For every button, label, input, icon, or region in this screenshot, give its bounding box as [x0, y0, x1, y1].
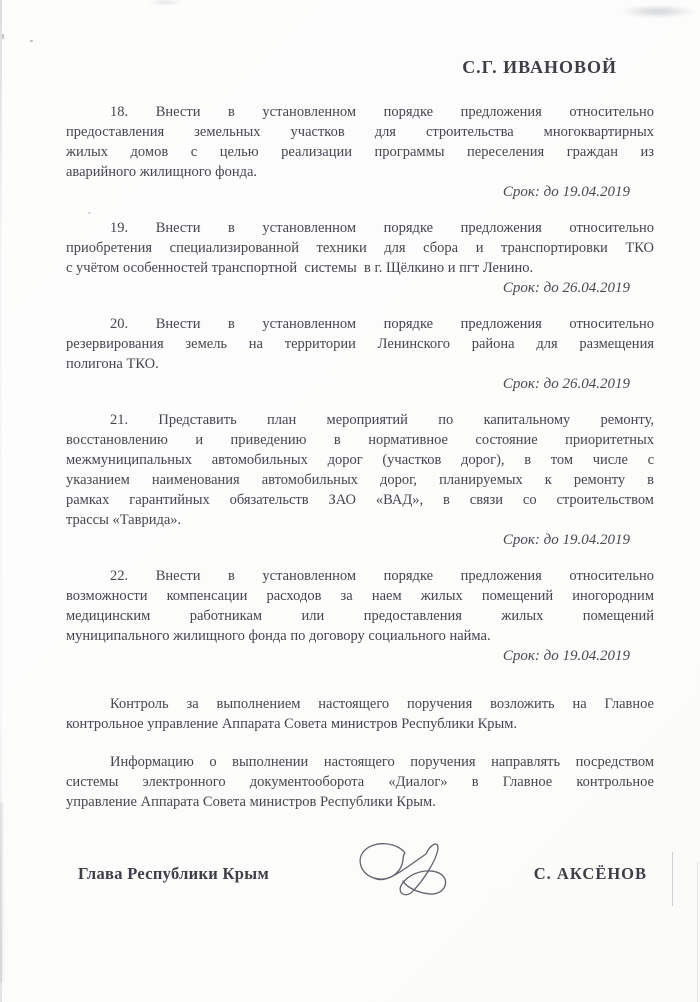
- scan-speck: [2, 34, 4, 39]
- scan-speck: [30, 40, 33, 42]
- text-line: контрольное управление Аппарата Совета министров Республики Крым.: [66, 716, 518, 732]
- text-line: системы электронного документооборота «Диалог» в Главное контрольное: [66, 774, 654, 790]
- text-line: аварийного жилищного фонда.: [66, 164, 258, 180]
- text-line: 18. Внести в установленном порядке предложения относительно: [110, 104, 654, 120]
- text-line: Контроль за выполнением настоящего поручения возложить на Главное: [110, 696, 654, 712]
- handwritten-signature: [356, 838, 451, 906]
- text-line: полигона ТКО.: [66, 356, 159, 372]
- control-paragraph: [66, 694, 654, 734]
- order-item-22-deadline: Срок: до 19.04.2019: [502, 648, 630, 664]
- text-line: резервирования земель на территории Ленинского района для размещения: [66, 336, 654, 352]
- order-item-18: [66, 102, 654, 202]
- addressee-name: С.Г. ИВАНОВОЙ: [462, 57, 617, 77]
- scan-scratch-right: [672, 852, 673, 906]
- text-line: 20. Внести в установленном порядке предложения относительно: [110, 316, 654, 332]
- text-line: с учётом особенностей транспортной системы в г. Щёлкино и пгт Ленино.: [66, 260, 534, 276]
- text-line: Информацию о выполнении настоящего поручения направлять посредством: [110, 754, 654, 770]
- text-line: приобретения специализированной техники для сбора и транспортировки ТКО: [66, 240, 654, 256]
- text-line: 21. Представить план мероприятий по капитальному ремонту,: [110, 412, 654, 428]
- order-item-22: [66, 566, 654, 666]
- info-paragraph: [66, 752, 654, 812]
- order-item-19-text: [66, 218, 654, 278]
- order-item-19-deadline: Срок: до 26.04.2019: [502, 280, 630, 296]
- text-line: 19. Внести в установленном порядке предложения относительно: [110, 220, 654, 236]
- order-item-21-text: [66, 410, 654, 530]
- document-content: [66, 0, 654, 910]
- text-line: 22. Внести в установленном порядке предложения относительно: [110, 568, 654, 584]
- scan-edge-right: [697, 862, 698, 1002]
- text-line: медицинским работникам или предоставления жилых помещений: [66, 608, 654, 624]
- text-line: управление Аппарата Совета министров Республики Крым.: [66, 794, 436, 810]
- order-item-21: [66, 410, 654, 550]
- signature-block: [66, 864, 654, 910]
- order-item-20-deadline: Срок: до 26.04.2019: [502, 376, 630, 392]
- text-line: предоставления земельных участков для строительства многоквартирных: [66, 124, 654, 140]
- order-item-21-deadline: Срок: до 19.04.2019: [502, 532, 630, 548]
- text-line: трассы «Таврида».: [66, 512, 182, 528]
- order-item-19: [66, 218, 654, 298]
- text-line: муниципального жилищного фонда по договору социального найма.: [66, 628, 491, 644]
- text-line: возможности компенсации расходов за наем жилых помещений иногородним: [66, 588, 654, 604]
- text-line: указанием наименования автомобильных дорог, планируемых к ремонту в: [66, 472, 654, 488]
- order-item-22-text: [66, 566, 654, 646]
- text-line: рамках гарантийных обязательств ЗАО «ВАД», в связи со строительством: [66, 492, 654, 508]
- scan-edge-left: [0, 0, 2, 1002]
- text-line: жилых домов с целью реализации программы переселения граждан из: [66, 144, 654, 160]
- order-item-18-deadline: Срок: до 19.04.2019: [502, 184, 630, 200]
- scan-shadow-bottom-left: [0, 802, 4, 982]
- signatory-position: Глава Республики Крым: [78, 864, 269, 883]
- order-item-20: [66, 314, 654, 394]
- text-line: межмуниципальных автомобильных дорог (участков дорог), в том числе с: [66, 452, 654, 468]
- order-item-20-text: [66, 314, 654, 374]
- signatory-name: С. АКСЁНОВ: [533, 864, 647, 883]
- text-line: восстановлению и приведению в нормативное состояние приоритетных: [66, 432, 654, 448]
- order-item-18-text: [66, 102, 654, 182]
